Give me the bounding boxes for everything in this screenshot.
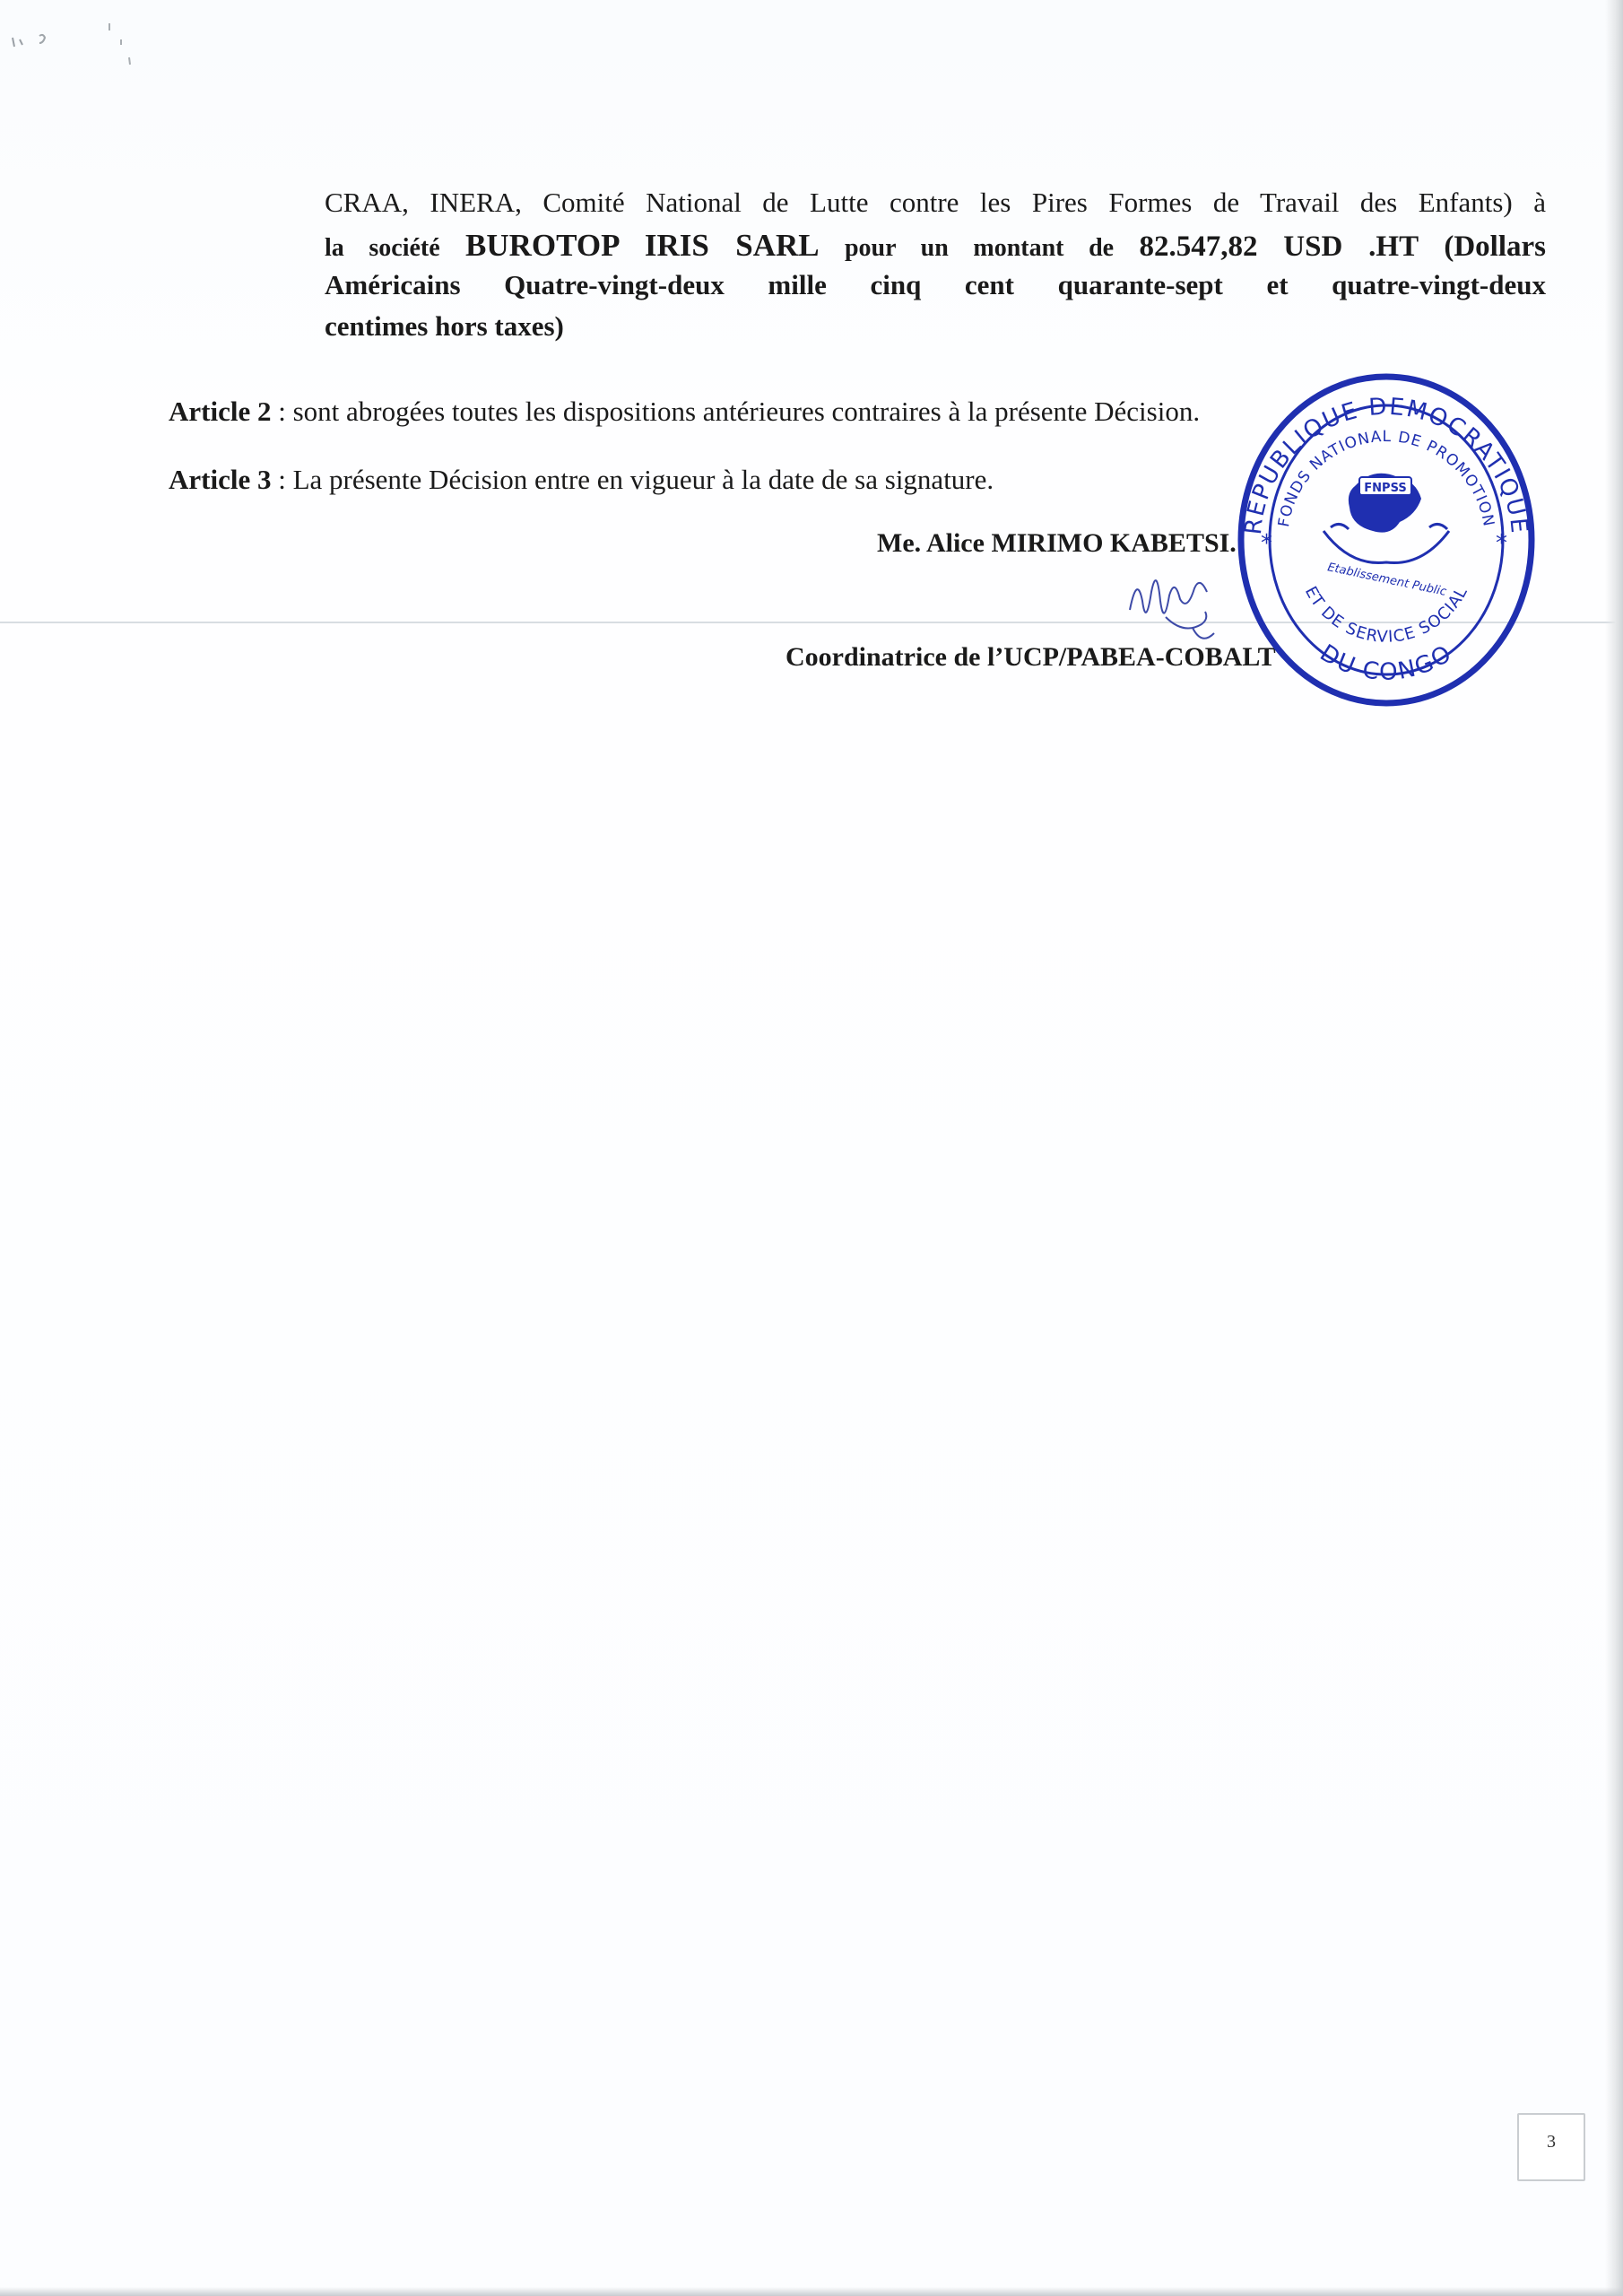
article-3 bbox=[169, 464, 994, 496]
paragraph-line-4: centimes hors taxes) bbox=[325, 310, 564, 342]
article-2 bbox=[169, 396, 1200, 428]
award-paragraph bbox=[325, 188, 1546, 353]
signer-name: Me. Alice MIRIMO KABETSI. bbox=[877, 528, 1237, 558]
stamp-star-right: * bbox=[1496, 530, 1507, 557]
stamp-inner-bottom-text: ET DE SERVICE SOCIAL bbox=[1300, 583, 1472, 647]
signer-title: Coordinatrice de l’UCP/PABEA-COBALT bbox=[785, 642, 1276, 672]
stamp-center-text: Etablissement Public bbox=[1326, 561, 1448, 599]
official-stamp bbox=[1225, 352, 1539, 710]
article-3-label: Article 3 bbox=[169, 464, 272, 495]
company-intro: la société bbox=[325, 234, 440, 262]
company-name: BUROTOP IRIS SARL bbox=[465, 228, 820, 263]
hands-icon bbox=[1324, 531, 1449, 563]
paragraph-line-2 bbox=[325, 230, 1546, 271]
page-bottom-edge bbox=[0, 2287, 1623, 2296]
stamp-outer-top-text: REPUBLIQUE DEMOCRATIQUE bbox=[1239, 393, 1533, 536]
amount-intro: pour un montant de bbox=[844, 234, 1115, 262]
page-number: 3 bbox=[1517, 2113, 1585, 2181]
svg-text:DU CONGO bbox=[1315, 639, 1458, 686]
article-2-text: : sont abrogées toutes les dispositions antérieures contraires à la présente Décision. bbox=[271, 396, 1201, 427]
stamp-star-left: * bbox=[1261, 530, 1272, 557]
stamp-inner-top-text: FONDS NATIONAL DE PROMOTION bbox=[1274, 428, 1498, 529]
page-right-edge bbox=[1605, 0, 1623, 2296]
signature-graphic bbox=[1112, 556, 1264, 655]
scan-artifact-marks bbox=[0, 0, 179, 81]
paragraph-line-1: CRAA, INERA, Comité National de Lutte contre les Pires Formes de Travail des Enfants) à bbox=[325, 187, 1546, 218]
paragraph-line-3: Américains Quatre-vingt-deux mille cinq cent quarante-sept et quatre-vingt-deux bbox=[325, 269, 1546, 300]
stamp-outer-bottom-text: DU CONGO bbox=[1315, 639, 1458, 686]
article-3-text: : La présente Décision entre en vigueur à la date de sa signature. bbox=[271, 464, 994, 495]
stamp-badge: FNPSS bbox=[1364, 482, 1407, 495]
amount-value: 82.547,82 USD .HT (Dollars bbox=[1139, 230, 1547, 263]
article-2-label: Article 2 bbox=[169, 396, 272, 427]
